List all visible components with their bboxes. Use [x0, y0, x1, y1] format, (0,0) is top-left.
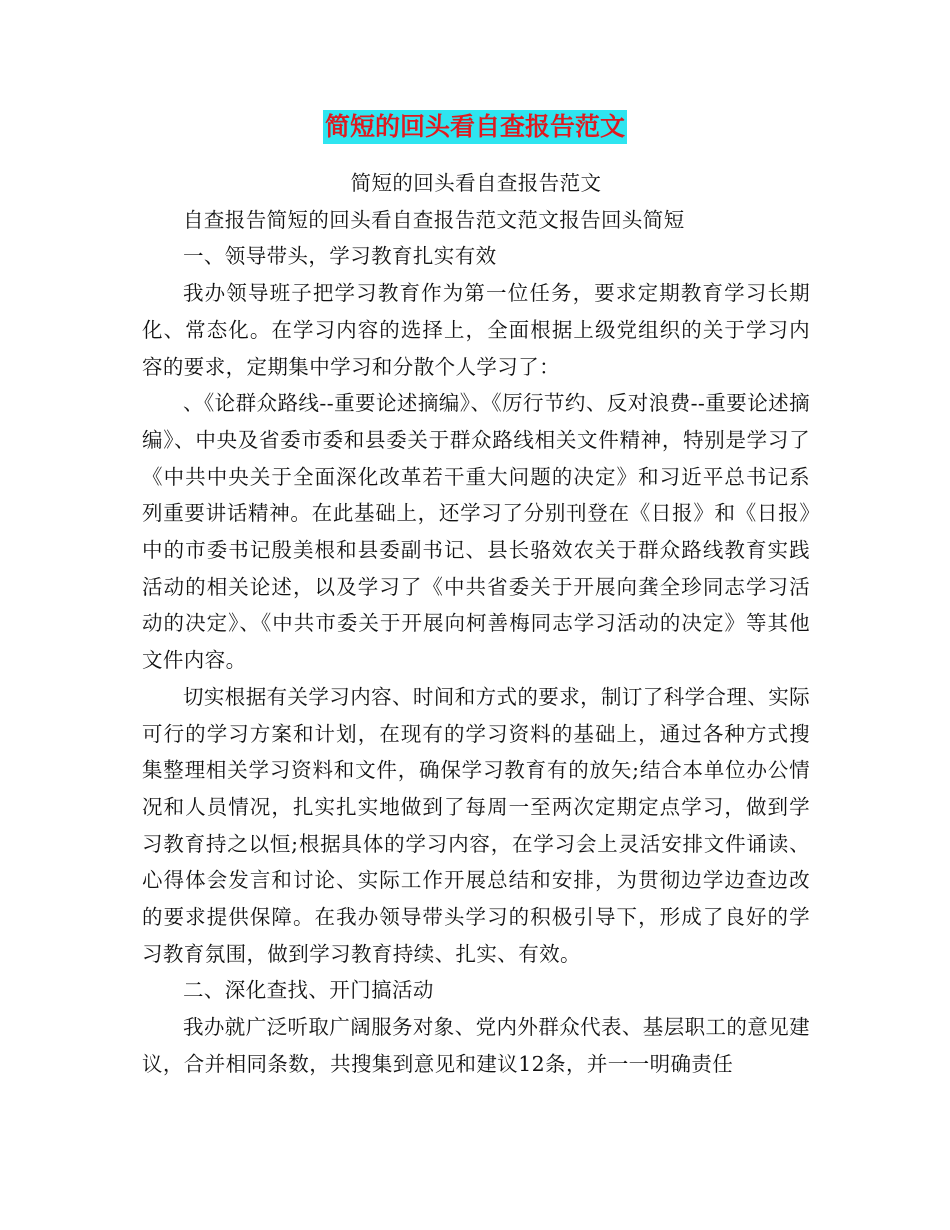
body-paragraph: 切实根据有关学习内容、时间和方式的要求，制订了科学合理、实际可行的学习方案和计划，在现有的学习资料的基础上，通过各种方式搜集整理相关学习资料和文件，确保学习教育有的放矢;结合本单位办公情况和人员情况，扎实扎实地做到了每周一至两次定期定点学习，做到学习教育持之以恒;根据具体的学习内容，在学习会上灵活安排文件诵读、心得体会发言和讨论、实际工作开展总结和安排，为贯彻边学边查边改的要求提供保障。在我办领导带头学习的积极引导下，形成了良好的学习教育氛围，做到学习教育持续、扎实、有效。 — [142, 684, 810, 966]
section-heading-2: 二、深化查找、开门搞活动 — [183, 978, 434, 1003]
document-body — [142, 165, 810, 1083]
title-container — [0, 110, 950, 144]
subtitle-paragraph: 简短的回头看自查报告范文 — [350, 171, 602, 195]
body-paragraph: 我办就广泛听取广阔服务对象、党内外群众代表、基层职工的意见建议，合并相同条数，共搜集到意见和建议12条，并一一明确责任 — [142, 1015, 810, 1076]
document-title: 简短的回头看自查报告范文 — [323, 110, 627, 144]
section-heading-1: 一、领导带头，学习教育扎实有效 — [183, 244, 497, 269]
body-paragraph: 我办领导班子把学习教育作为第一位任务，要求定期教育学习长期化、常态化。在学习内容的选择上，全面根据上级党组织的关于学习内容的要求，定期集中学习和分散个人学习了： — [142, 281, 810, 379]
body-paragraph: 、《论群众路线--重要论述摘编》、《厉行节约、反对浪费--重要论述摘编》、中央及省委市委和县委关于群众路线相关文件精神，特别是学习了《中共中央关于全面深化改革若干重大问题的决定》和习近平总书记系列重要讲话精神。在此基础上，还学习了分别刊登在《日报》和《日报》中的市委书记殷美根和县委副书记、县长骆效农关于群众路线教育实践活动的相关论述，以及学习了《中共省委关于开展向龚全珍同志学习活动的决定》、《中共市委关于开展向柯善梅同志学习活动的决定》等其他文件内容。 — [142, 391, 810, 673]
keywords-paragraph: 自查报告简短的回头看自查报告范文范文报告回头简短 — [183, 207, 685, 232]
